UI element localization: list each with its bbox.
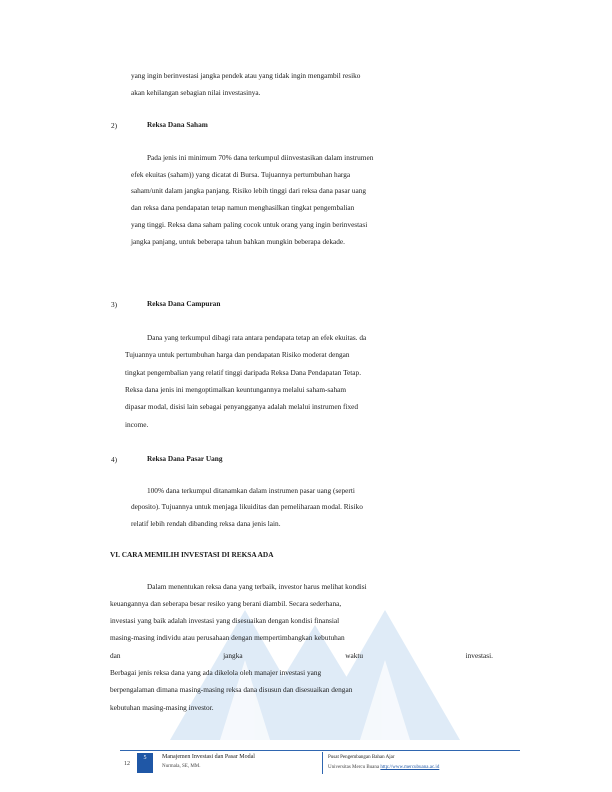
section-4-line-1: 100% dana terkumpul ditanamkan dalam instrumen pasar uang (seperti	[147, 486, 355, 495]
chapter-line-3: investasi yang baik adalah investasi yang disesuaikan dengan kondisi finansial	[110, 616, 340, 625]
section-3-line-4: Reksa dana jenis ini mengoptimalkan keuntungannya melalui saham-saham	[125, 385, 347, 394]
chapter-heading: VI. CARA MEMILIH INVESTASI DI REKSA ADA	[110, 550, 274, 559]
intro-line-1: yang ingin berinvestasi jangka pendek atau yang tidak ingin mengambil resiko	[131, 71, 361, 80]
justified-word-4: investasi.	[465, 651, 493, 660]
footer-right-title: Pusat Pengembangan Bahan Ajar	[328, 755, 395, 760]
section-4-number: 4)	[111, 455, 118, 464]
section-2-line-6: jangka panjang, untuk beberapa tahun bahkan mungkin beberapa dekade.	[131, 237, 345, 246]
chapter-line-4: masing-masing individu atau perusahaan dengan mempertimbangkan kebutuhan	[110, 633, 345, 642]
chapter-tail-line-2: berpengalaman dimana masing-masing reksa dana disusun dan disesuaikan dengan	[110, 685, 353, 694]
footer-divider	[322, 752, 323, 774]
section-2-line-5: yang tinggi. Reksa dana saham paling cocok untuk orang yang ingin berinvestasi	[131, 220, 368, 229]
section-2-heading: Reksa Dana Saham	[147, 120, 208, 129]
section-3-line-1: Dana yang terkumpul dibagi rata antara pendapata tetap an efek ekuitas. da	[147, 333, 367, 342]
justified-word-1: dan	[110, 651, 121, 660]
footer-url-link[interactable]: http://www.mercubuana.ac.id	[380, 765, 440, 770]
section-2-line-3: saham/unit dalam jangka panjang. Risiko lebih tinggi dari reksa dana pasar uang	[131, 186, 367, 195]
chapter-tail-line-1: Berbagai jenis reksa dana yang ada dikelola oleh manajer investasi yang	[110, 668, 322, 677]
justified-word-3: waktu	[345, 651, 364, 660]
chapter-line-1: Dalam menentukan reksa dana yang terbaik, investor harus melihat kondisi	[147, 582, 367, 591]
section-2-line-1: Pada jenis ini minimum 70% dana terkumpul diinvestasikan dalam instrumen	[147, 153, 374, 162]
section-3-line-3: tingkat pengembalian yang relatif tinggi daripada Reksa Dana Pendapatan Tetap.	[125, 368, 362, 377]
footer-rule	[120, 750, 520, 751]
section-2-line-2: efek ekuitas (saham)) yang dicatat di Bursa. Tujuannya pertumbuhan harga	[131, 170, 351, 179]
section-4-line-2: deposito). Tujuannya untuk menjaga likuiditas dan pemeliharaan modal. Risiko	[131, 502, 363, 511]
section-2-number: 2)	[111, 121, 118, 130]
footer-page-number: 12	[124, 761, 130, 767]
chapter-justified-line	[110, 651, 493, 660]
section-4-line-3: relatif lebih rendah dibanding reksa dana jenis lain.	[131, 519, 281, 528]
section-3-number: 3)	[111, 300, 118, 309]
footer-book-title: Manajemen Investasi dan Pasar Modal	[162, 754, 255, 760]
justified-word-2: jangka	[223, 651, 243, 660]
section-2-line-4: dan reksa dana pendapatan tetap namun menghasilkan tingkat pengembalian	[131, 203, 355, 212]
footer-author: Nurmala, SE, MM.	[162, 764, 201, 769]
chapter-tail-line-3: kebutuhan masing-masing investor.	[110, 703, 214, 712]
footer-right-prefix: Universitas Mercu Buana	[328, 765, 380, 770]
intro-line-2: akan kehilangan sebagian nilai investasinya.	[131, 88, 261, 97]
footer-box	[137, 753, 153, 773]
footer-right-url-line	[328, 765, 439, 770]
section-3-line-5: dipasar modal, disisi lain sebagai penyangganya adalah melalui instrumen fixed	[125, 402, 359, 411]
section-3-line-2: Tujuannya untuk pertumbuhan harga dan pendapatan Risiko moderat dengan	[125, 350, 350, 359]
footer-box-label: 5	[143, 755, 147, 761]
section-3-heading: Reksa Dana Campuran	[147, 299, 221, 308]
section-3-line-6: income.	[125, 420, 149, 429]
section-4-heading: Reksa Dana Pasar Uang	[147, 454, 223, 463]
chapter-line-2: keuangannya dan seberapa besar resiko yang berani diambil. Secara sederhana,	[110, 599, 342, 608]
